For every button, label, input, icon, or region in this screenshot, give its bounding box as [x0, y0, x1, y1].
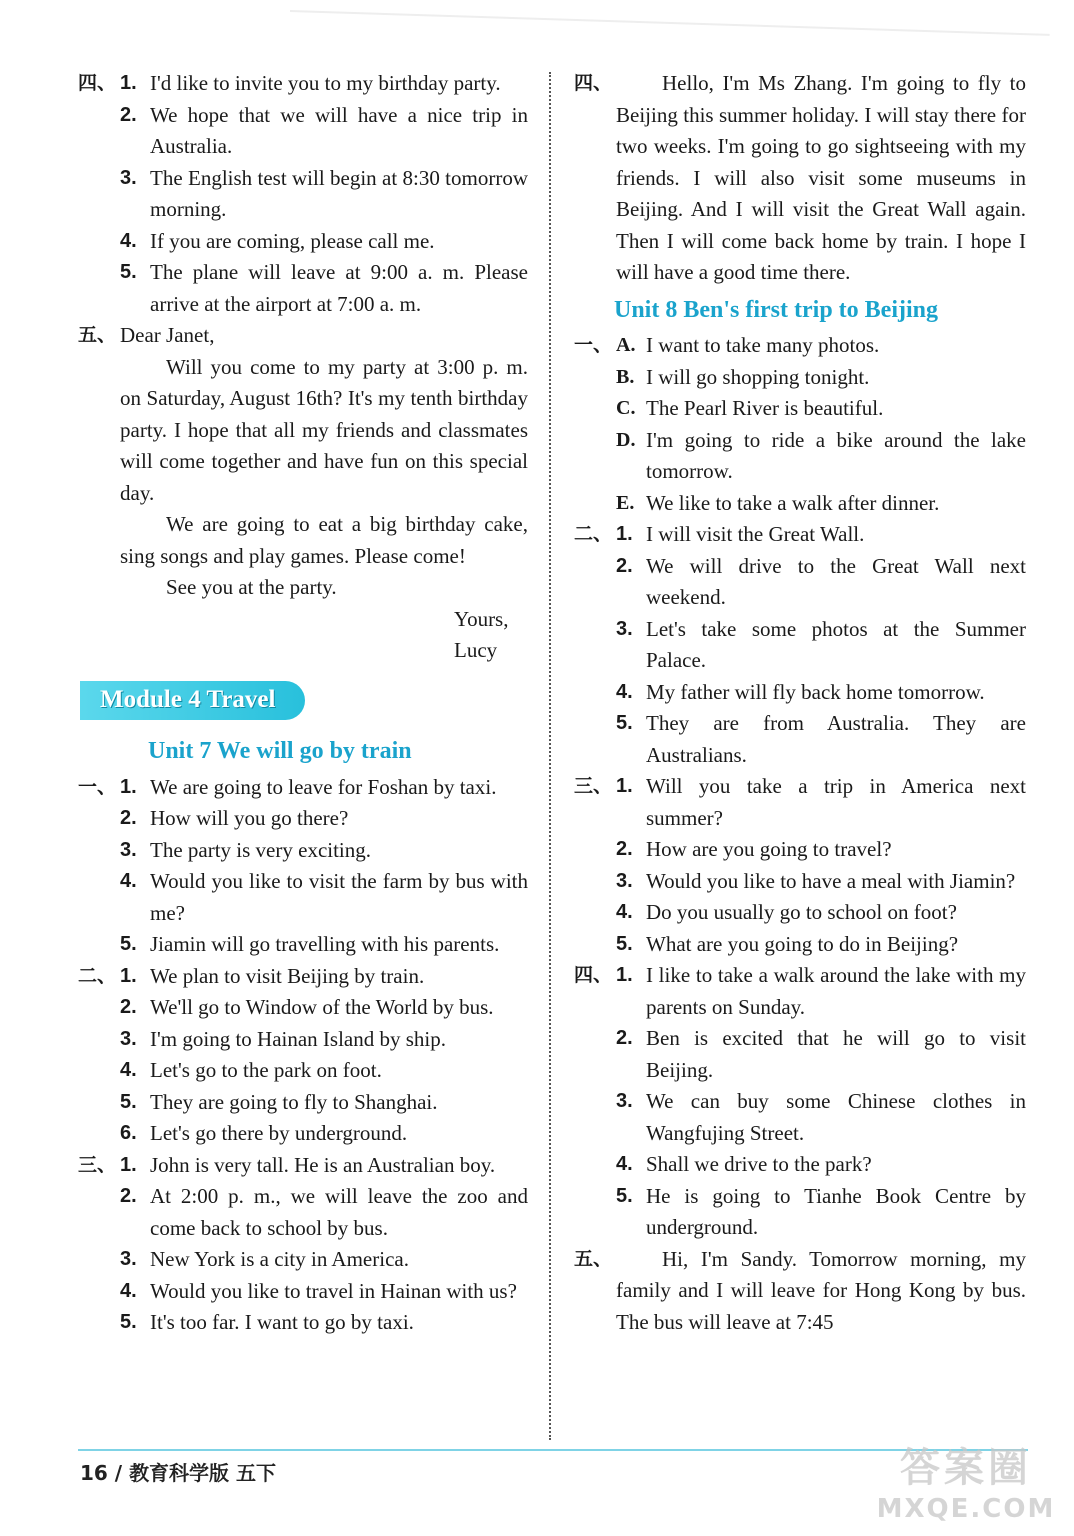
list-item: C. The Pearl River is beautiful.: [616, 396, 884, 420]
list-item: 4. Shall we drive to the park?: [616, 1152, 872, 1176]
unit7-section-1: [78, 772, 528, 961]
section-label: 一、: [574, 334, 613, 356]
page-footer: 16 / 教育科学版 五下: [80, 1461, 277, 1485]
unit7-section-3: [78, 1150, 528, 1339]
section-label: 三、: [78, 1153, 117, 1176]
section-label: 二、: [78, 964, 117, 987]
watermark-text: 答案圈: [900, 1445, 1032, 1491]
list-item: 2. At 2:00 p. m., we will leave the zoo and come back to school by bus.: [120, 1184, 528, 1240]
section-label: 二、: [574, 523, 613, 545]
list-item: 5. What are you going to do in Beijing?: [616, 931, 959, 956]
list-item: 5. It's too far. I want to go by taxi.: [120, 1310, 414, 1334]
unit7-section-2: [78, 961, 528, 1150]
unit8-section-1: [574, 330, 1026, 519]
list-item: 5. The plane will leave at 9:00 a. m. Please arrive at the airport at 7:00 a. m.: [120, 260, 528, 316]
section-label: 四、: [574, 964, 613, 986]
passage: [574, 1244, 1026, 1339]
unit8-section-2: [574, 519, 1026, 771]
list-item: 3. The English test will begin at 8:30 tomorrow morning.: [120, 165, 528, 221]
unit-8-title: Unit 8 Ben's first trip to Beijing: [614, 296, 938, 323]
unit-7-title: Unit 7 We will go by train: [148, 738, 412, 764]
unit7-section-4-passage: [574, 68, 1026, 289]
list-item: 5. They are going to fly to Shanghai.: [120, 1089, 438, 1114]
list-item: 4. Let's go to the park on foot.: [120, 1058, 382, 1082]
right-column: [574, 68, 1026, 1338]
list-item: A. I want to take many photos.: [616, 333, 880, 357]
section-4-sentences: [78, 68, 528, 320]
list-item: 3. I'm going to Hainan Island by ship.: [120, 1026, 446, 1051]
list-item: 5. He is going to Tianhe Book Centre by underground.: [616, 1183, 1026, 1239]
watermark-logo: [866, 1442, 1066, 1534]
letter-paragraph: We are going to eat a big birthday cake, sing songs and play games. Please come!: [120, 512, 528, 568]
top-decoration: [290, 10, 1050, 36]
letter-greeting: Dear Janet,: [120, 323, 215, 347]
letter-paragraph: Will you come to my party at 3:00 p. m. on Saturday, August 16th? It's my tenth birthday party. I hope that all my friends and classmates will come together and have fun on this special day.: [120, 354, 528, 505]
unit8-section-4: [574, 960, 1026, 1244]
list-item: 4. Would you like to visit the farm by bus with me?: [120, 869, 528, 925]
list-item: 2. How are you going to travel?: [616, 837, 892, 861]
section-label: 三、: [574, 775, 613, 797]
list-item: 3. The party is very exciting.: [120, 837, 372, 862]
list-item: 3. Let's take some photos at the Summer Palace.: [616, 616, 1026, 672]
list-item: 2. We'll go to Window of the World by bus.: [120, 995, 494, 1019]
list-item: B. I will go shopping tonight.: [616, 364, 870, 389]
list-item: 1. John is very tall. He is an Australian boy.: [120, 1152, 496, 1177]
unit8-section-3: [574, 771, 1026, 960]
section-label: 五、: [78, 324, 117, 346]
list-item: 4. If you are coming, please call me.: [120, 228, 435, 253]
letter-body: [78, 320, 528, 667]
list-item: 4. Do you usually go to school on foot?: [616, 900, 957, 924]
section-label: 一、: [78, 775, 117, 798]
list-item: D. I'm going to ride a bike around the lake tomorrow.: [616, 427, 1026, 483]
list-item: 1. We are going to leave for Foshan by taxi.: [120, 774, 497, 799]
list-item: 5. They are from Australia. They are Australians.: [616, 711, 1026, 767]
list-item: 5. Jiamin will go travelling with his parents.: [120, 932, 500, 956]
list-item: 4. Would you like to travel in Hainan with us?: [120, 1278, 517, 1303]
list-item: 1. I will visit the Great Wall.: [616, 522, 865, 546]
list-item: 3. Would you like to have a meal with Jiamin?: [616, 868, 1016, 893]
passage-text: Hello, I'm Ms Zhang. I'm going to fly to Beijing this summer holiday. I will stay there for two weeks. I'm going to go sightseeing with my friends. I will also visit some museums in Beijing. And I will visit the Great Wall again. Then I will come back home by train. I hope I will have a good time there.: [616, 71, 1026, 284]
list-item: 2. We will drive to the Great Wall next weekend.: [616, 553, 1026, 609]
list-item: 3. New York is a city in America.: [120, 1247, 409, 1271]
list-item: E. We like to take a walk after dinner.: [616, 490, 940, 515]
passage: [574, 68, 1026, 289]
watermark-url: MXQE.COM: [876, 1494, 1056, 1524]
list-item: 6. Let's go there by underground.: [120, 1121, 408, 1145]
list-item: 4. My father will fly back home tomorrow.: [616, 679, 985, 704]
list-item: 1. We plan to visit Beijing by train.: [120, 963, 425, 988]
list-item: 1. Will you take a trip in America next summer?: [616, 774, 1026, 830]
module-banner: Module 4 Travel: [80, 681, 305, 721]
unit8-section-5-passage: [574, 1244, 1026, 1339]
list-item: 2. We hope that we will have a nice trip in Australia.: [120, 102, 528, 158]
passage-text: Hi, I'm Sandy. Tomorrow morning, my family and I will leave for Hong Kong by bus. The bus will leave at 7:45: [616, 1246, 1026, 1334]
section-label: 四、: [574, 72, 613, 94]
left-column: [78, 68, 528, 1339]
letter-closing: Yours,: [454, 606, 509, 631]
list-item: 3. We can buy some Chinese clothes in Wangfujing Street.: [616, 1089, 1026, 1145]
list-item: 2. How will you go there?: [120, 806, 349, 830]
list-item: 1. I'd like to invite you to my birthday party.: [120, 71, 501, 95]
list-item: 1. I like to take a walk around the lake with my parents on Sunday.: [616, 963, 1026, 1019]
column-divider: [549, 72, 551, 1440]
section-label: 五、: [574, 1247, 613, 1270]
section-5-letter: [78, 320, 528, 667]
letter-signature: Lucy: [454, 638, 498, 662]
list-item: 2. Ben is excited that he will go to visit Beijing.: [616, 1026, 1026, 1082]
letter-paragraph: See you at the party.: [166, 575, 337, 599]
section-label: 四、: [78, 72, 117, 94]
